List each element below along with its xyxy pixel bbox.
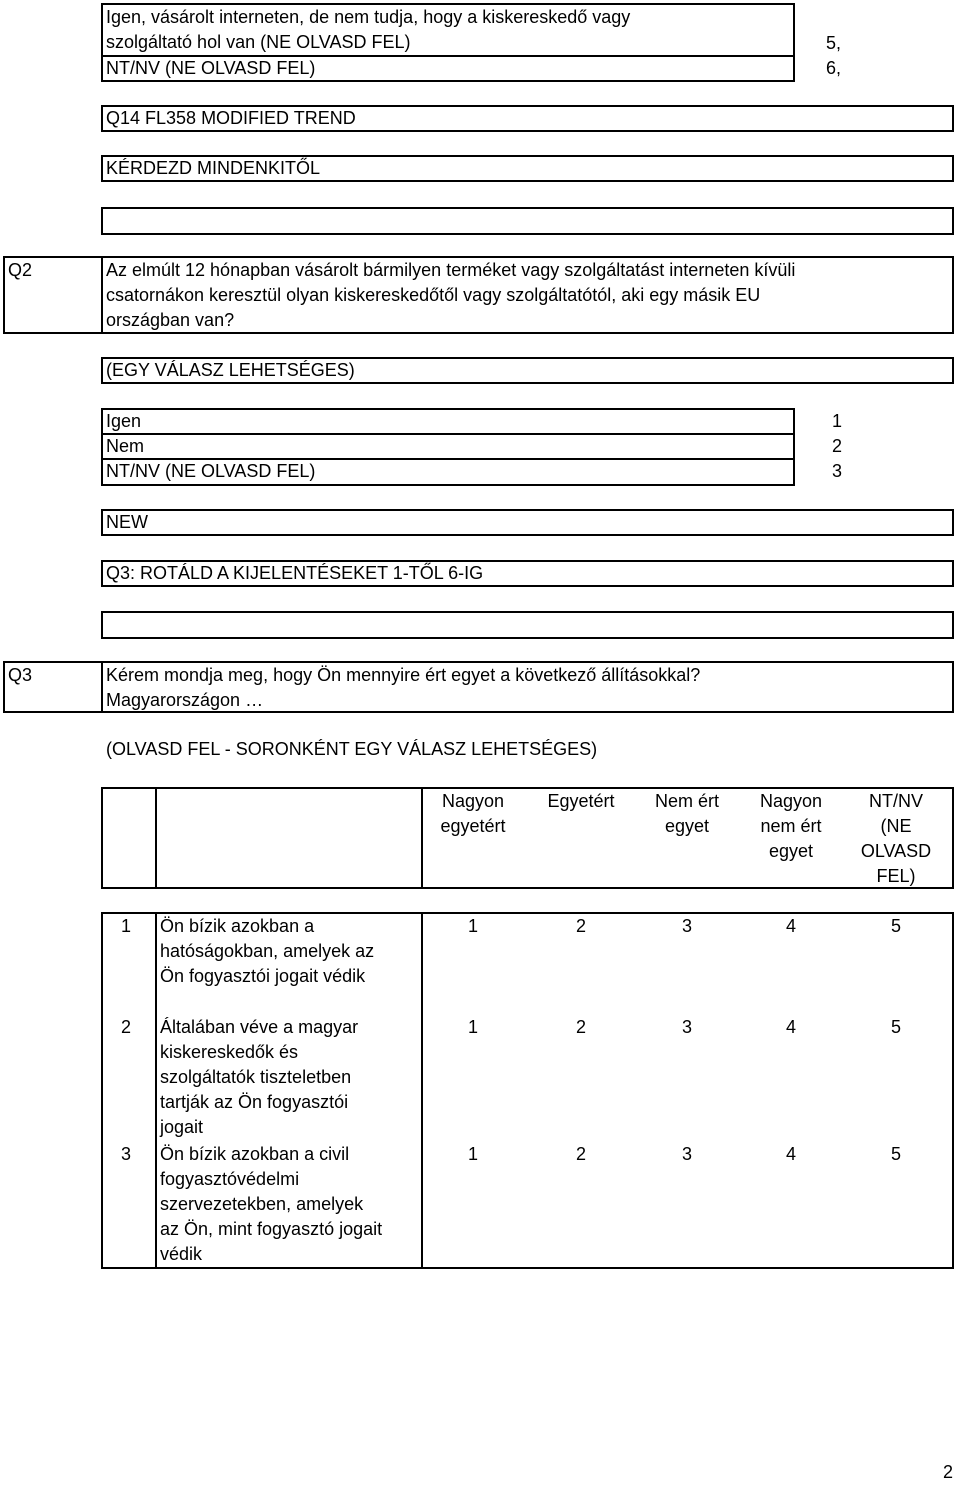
option-6-label: NT/NV (NE OLVASD FEL) (106, 58, 316, 78)
statement-3-line3: szervezetekben, amelyek (160, 1194, 364, 1214)
col-agree-l1: Egyetért (547, 791, 615, 811)
col-strongly-agree-l1: Nagyon (441, 791, 505, 811)
statement-3-line2: fogyasztóvédelmi (160, 1169, 300, 1189)
col-disagree-l2: egyet (664, 816, 710, 836)
statement-2-line5: jogait (160, 1117, 204, 1137)
col-strongly-disagree-l3: egyet (768, 841, 814, 861)
statement-3-line5: védik (160, 1244, 203, 1264)
q14-header: Q14 FL358 MODIFIED TREND (106, 108, 356, 128)
col-dk-l4: FEL) (876, 866, 916, 886)
statement-1-line1: Ön bízik azokban a (160, 916, 315, 936)
statement-2-code-1: 1 (467, 1017, 478, 1037)
statement-2-line1: Általában véve a magyar (160, 1017, 359, 1037)
option-5-code: 5, (826, 33, 842, 53)
statements-divider-text (421, 912, 423, 1269)
q2-option-yes-code: 1 (832, 411, 843, 431)
q2-instruction: (EGY VÁLASZ LEHETSÉGES) (106, 360, 355, 380)
statement-2-line3: szolgáltatók tiszteletben (160, 1067, 352, 1087)
statement-3-line4: az Ön, mint fogyasztó jogait (160, 1219, 383, 1239)
q2-text-line3: országban van? (106, 310, 235, 330)
q2-option-no-code: 2 (832, 436, 843, 456)
page-number: 2 (943, 1462, 954, 1482)
statement-2-num: 2 (121, 1017, 132, 1037)
q3-instruction: (OLVASD FEL - SORONKÉNT EGY VÁLASZ LEHETSÉGES) (106, 739, 598, 759)
statement-1-code-1: 1 (467, 916, 478, 936)
col-strongly-disagree-l2: nem ért (760, 816, 822, 836)
col-dk-l3: OLVASD (860, 841, 932, 861)
ask-all-label: KÉRDEZD MINDENKITŐL (106, 158, 321, 178)
option-5-line2: szolgáltató hol van (NE OLVASD FEL) (106, 32, 411, 52)
q2-option-no: Nem (106, 436, 145, 456)
statement-2-line4: tartják az Ön fogyasztói (160, 1092, 349, 1112)
q3-text-line2: Magyarországon … (106, 690, 264, 710)
q3-rotate-label: Q3: ROTÁLD A KIJELENTÉSEKET 1-TŐL 6-IG (106, 563, 484, 583)
statement-2-code-2: 2 (575, 1017, 586, 1037)
scale-header-divider-num (155, 787, 157, 889)
statement-1-line3: Ön fogyasztói jogait védik (160, 966, 366, 986)
q2-id-divider (101, 256, 103, 334)
empty-box-1 (101, 207, 954, 235)
statement-1-code-2: 2 (575, 916, 586, 936)
statement-1-code-3: 3 (681, 916, 692, 936)
statement-2-line2: kiskereskedők és (160, 1042, 299, 1062)
q3-id: Q3 (8, 665, 33, 685)
statement-2-code-3: 3 (681, 1017, 692, 1037)
statement-3-code-4: 4 (785, 1144, 796, 1164)
q2-text-line1: Az elmúlt 12 hónapban vásárolt bármilyen terméket vagy szolgáltatást interneten kívüli (106, 260, 796, 280)
q2-id: Q2 (8, 260, 33, 280)
statement-3-code-2: 2 (575, 1144, 586, 1164)
statement-3-code-3: 3 (681, 1144, 692, 1164)
statement-3-num: 3 (121, 1144, 132, 1164)
option-6-code: 6, (826, 58, 842, 78)
col-dk-l2: (NE (880, 816, 912, 836)
col-dk-l1: NT/NV (869, 791, 923, 811)
col-strongly-disagree-l1: Nagyon (759, 791, 823, 811)
empty-box-2 (101, 611, 954, 639)
q2-text-line2: csatornákon keresztül olyan kiskereskedőtől vagy szolgáltatótól, aki egy másik EU (106, 285, 761, 305)
statement-2-code-5: 5 (890, 1017, 901, 1037)
col-strongly-agree-l2: egyetért (440, 816, 506, 836)
q3-text-line1: Kérem mondja meg, hogy Ön mennyire ért egyet a következő állításokkal? (106, 665, 701, 685)
new-label: NEW (106, 512, 148, 532)
statement-3-line1: Ön bízik azokban a civil (160, 1144, 350, 1164)
statement-2-code-4: 4 (785, 1017, 796, 1037)
q2-option-yes: Igen (106, 411, 142, 431)
new-box (101, 509, 954, 536)
col-disagree-l1: Nem ért (654, 791, 719, 811)
statement-1-line2: hatóságokban, amelyek az (160, 941, 375, 961)
statement-1-code-4: 4 (785, 916, 796, 936)
statement-1-code-5: 5 (890, 916, 901, 936)
option-5-line1: Igen, vásárolt interneten, de nem tudja, hogy a kiskereskedő vagy (106, 7, 631, 27)
q2-option-dk: NT/NV (NE OLVASD FEL) (106, 461, 316, 481)
statement-3-code-1: 1 (467, 1144, 478, 1164)
statements-divider-num (155, 912, 157, 1269)
q2-options-divider-1 (101, 433, 795, 435)
q2-option-dk-code: 3 (832, 461, 843, 481)
statement-3-code-5: 5 (890, 1144, 901, 1164)
q3-id-divider (101, 661, 103, 713)
statement-1-num: 1 (121, 916, 132, 936)
